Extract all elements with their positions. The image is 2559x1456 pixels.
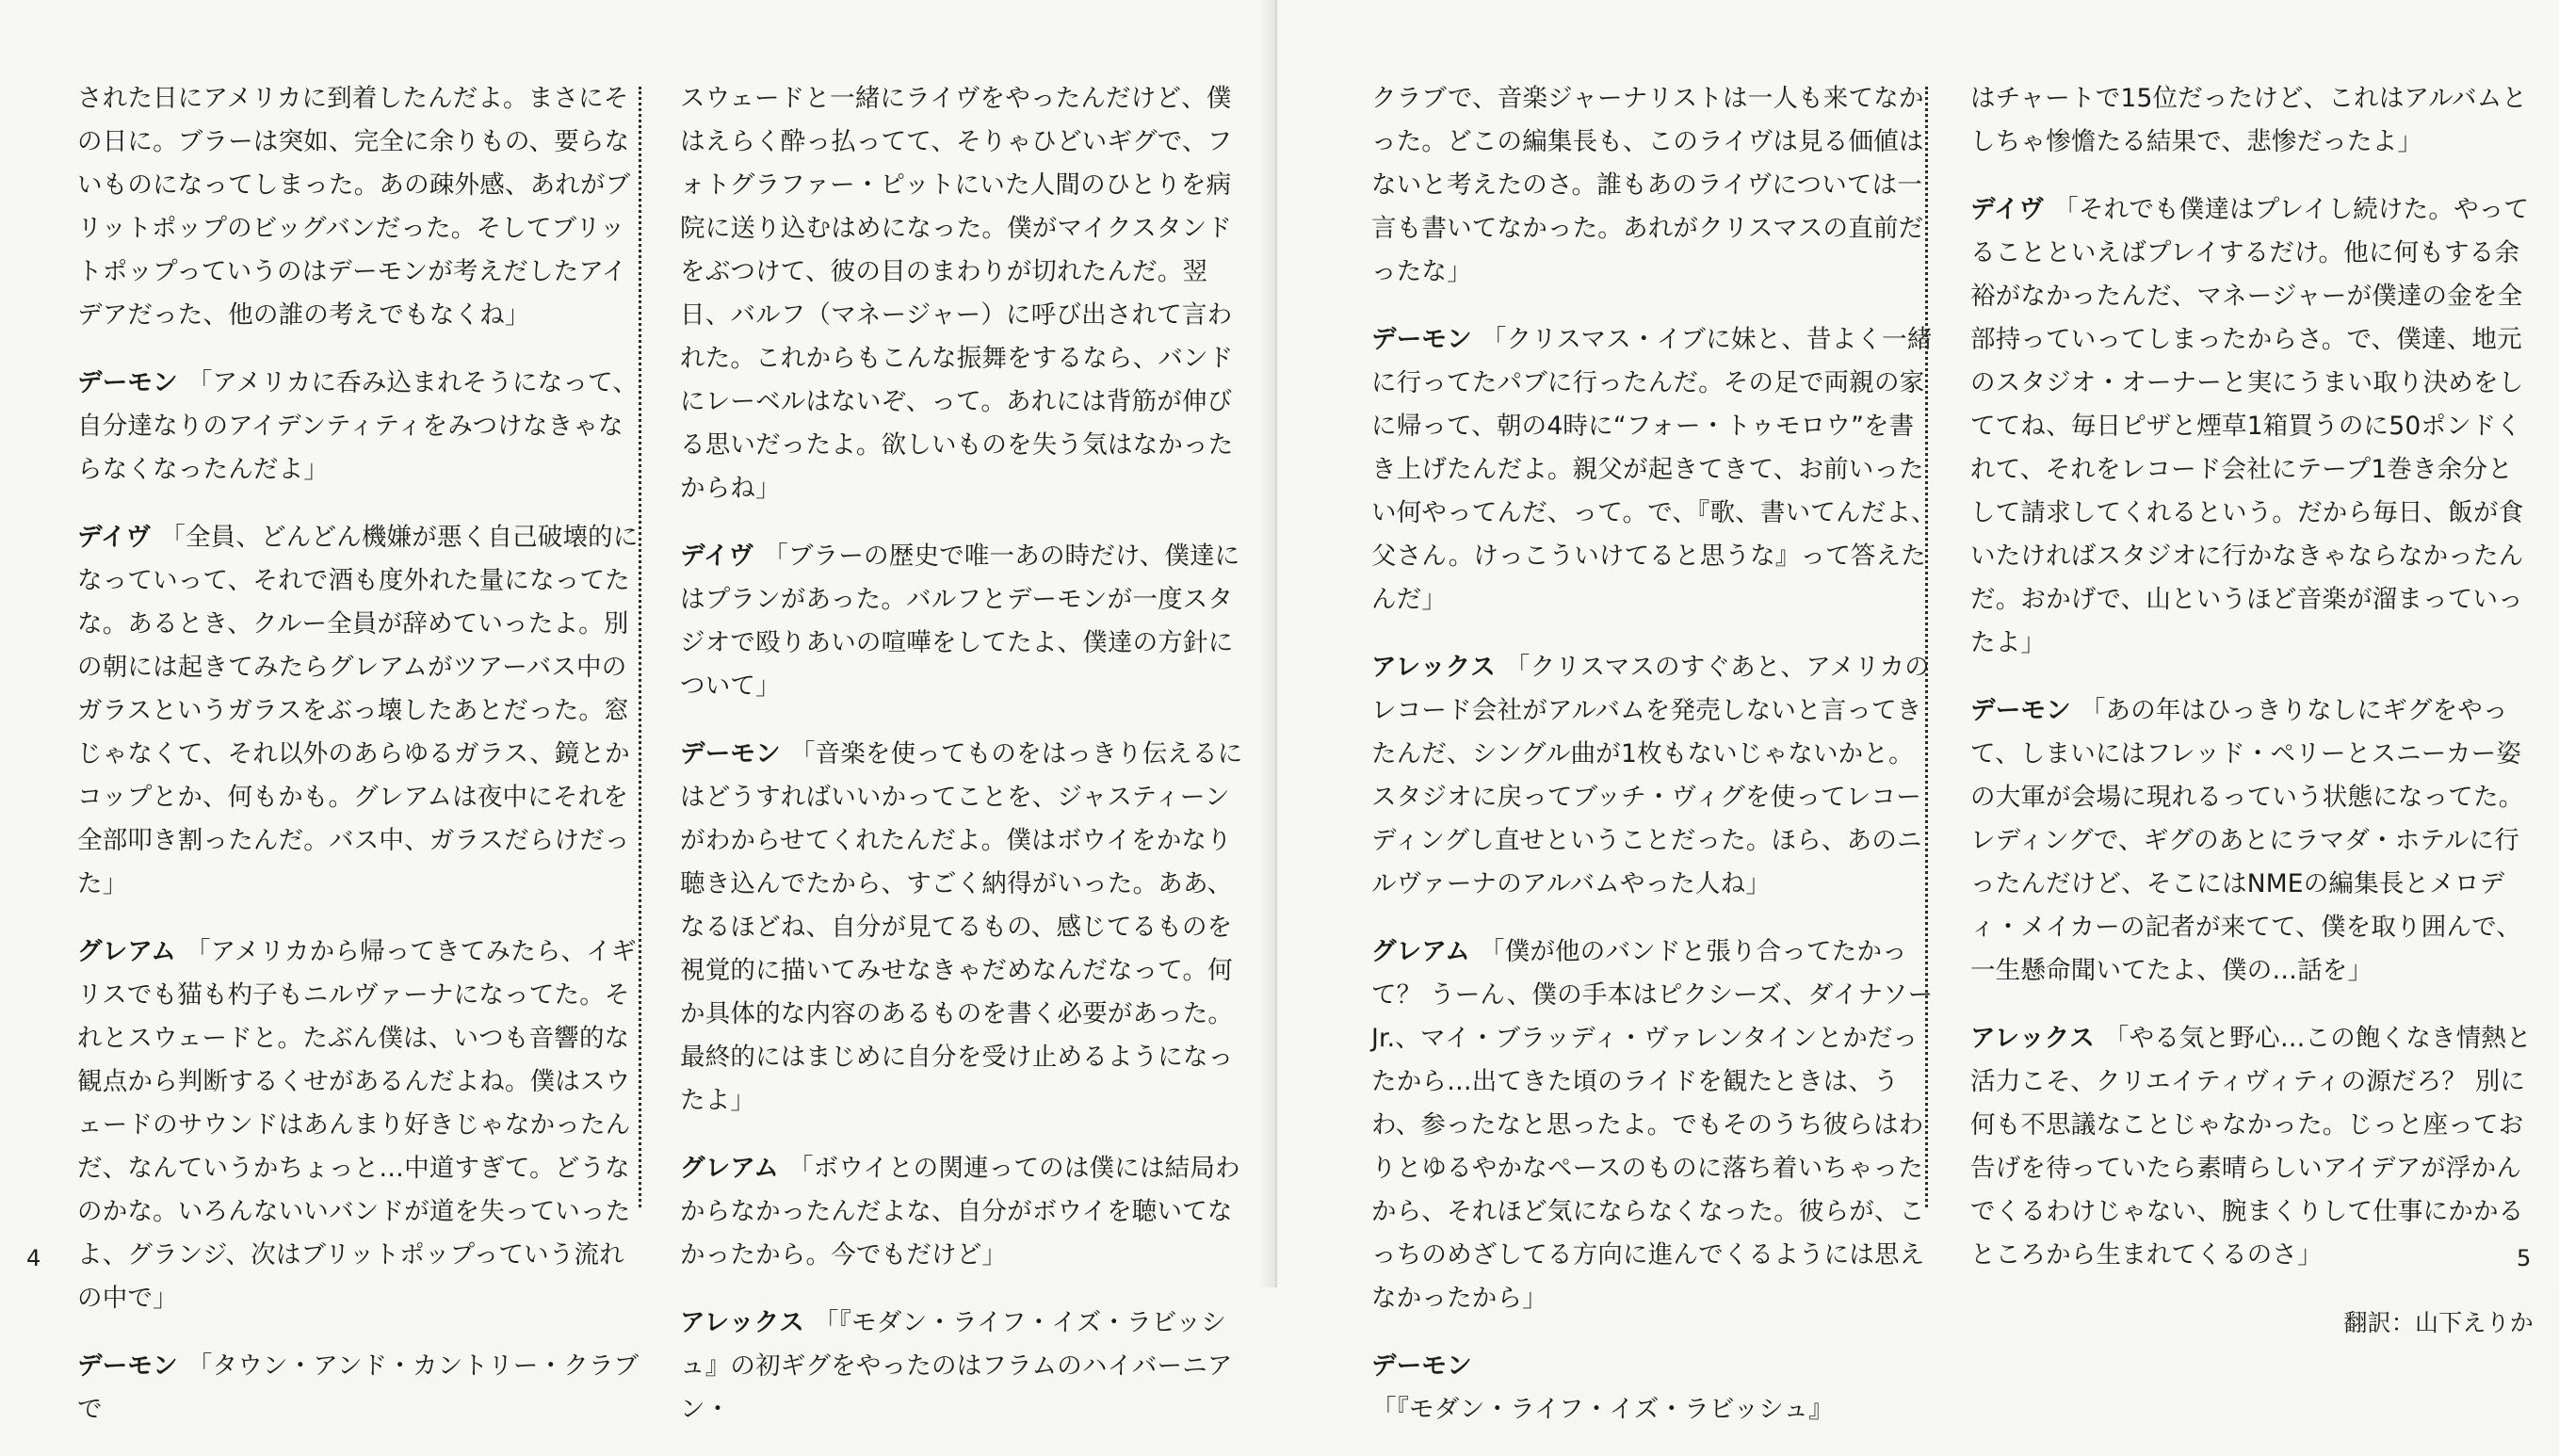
column-4: [1970, 77, 2535, 1369]
paragraph: デーモン「『モダン・ライフ・イズ・ラビッシュ』: [1371, 1351, 1834, 1424]
column-1: [77, 77, 642, 1456]
paragraph: アレックス 「『モダン・ライフ・イズ・ラビッシュ』の初ギグをやったのはフラムのハイバーニアン・: [680, 1308, 1233, 1424]
paragraph: アレックス 「やる気と野心…この飽くなき情熱と活力こそ、クリエイティヴィティの源だろ？ 別に何も不思議なことじゃなかった。じっと座ってお告げを待っていたら素晴らしいアイデアが浮かんでくるわけじゃない、腕まくりして仕事にかかるところから生まれてくるのさ」: [1970, 1024, 2532, 1270]
speaker-name: デーモン: [1371, 1351, 1472, 1381]
paragraph: デーモン 「アメリカに呑み込まれそうになって、自分達なりのアイデンティティをみつけなきゃならなくなったんだよ」: [77, 368, 639, 484]
paragraph: クラブで、音楽ジャーナリストは一人も来てなかった。どこの編集長も、このライヴは見る価値はないと考えたのさ。誰もあのライヴについては一言も書いてなかった。あれがクリスマスの直前だったな」: [1371, 84, 1924, 286]
paragraph: アレックス 「クリスマスのすぐあと、アメリカのレコード会社がアルバムを発売しないと言ってきたんだ、シングル曲が1枚もないじゃないかと。スタジオに戻ってブッチ・ヴィグを使ってレコーディングし直せということだった。ほら、あのニルヴァーナのアルバムやった人ね」: [1371, 653, 1930, 898]
translator-credit: 翻訳：山下えりか: [2343, 1309, 2534, 1336]
paragraph: デーモン 「クリスマス・イブに妹と、昔よく一緒に行ってたパブに行ったんだ。その足で両親の家に帰って、朝の4時に“フォー・トゥモロウ”を書き上げたんだよ。親父が起きてきて、お前いったい何やってんだ、って。で、『歌、書いてんだよ、父さん。けっこういけてると思うな』って答えたんだ」: [1371, 325, 1936, 614]
speaker-name: デーモン: [1371, 325, 1472, 354]
column-2: [680, 77, 1245, 1456]
speaker-name: グレアム: [680, 1154, 779, 1183]
paragraph: デーモン 「タウン・アンド・カントリー・クラブで: [77, 1351, 640, 1424]
page-number-right: 5: [2517, 1245, 2532, 1271]
column-3: [1371, 77, 1936, 1456]
paragraph: デイヴ 「それでも僕達はプレイし続けた。やってることといえばプレイするだけ。他に何もする余裕がなかったんだ、マネージャーが僕達の金を全部持っていってしまったからさ。で、僕達、地元のスタジオ・オーナーと実にうまい取り決めをしててね、毎日ピザと煙草1箱買うのに50ポンドくれて、それをレコード会社にテープ1巻き余分として請求してくれるという。だから毎日、飯が食いたければスタジオに行かなきゃならなかったんだ。おかげで、山というほど音楽が溜まっていったよ」: [1970, 195, 2530, 657]
column-divider: [639, 87, 641, 1207]
speaker-name: デイヴ: [1970, 195, 2045, 224]
paragraph: スウェードと一緒にライヴをやったんだけど、僕はえらく酔っ払ってて、そりゃひどいギグで、フォトグラファー・ピットにいた人間のひとりを病院に送り込むはめになった。僕がマイクスタンドをぶつけて、彼の目のまわりが切れたんだ。翌日、バルフ（マネージャー）に呼び出されて言われた。これからもこんな振舞をするなら、バンドにレーベルはないぞ、って。あれには背筋が伸びる思いだったよ。欲しいものを失う気はなかったからね」: [680, 84, 1234, 503]
speaker-name: デーモン: [77, 368, 178, 397]
left-page: [0, 0, 1277, 1424]
paragraph: グレアム 「ボウイとの関連ってのは僕には結局わからなかったんだよな、自分がボウイを聴いてなかったから。今でもだけど」: [680, 1154, 1240, 1270]
paragraph: デイヴ 「ブラーの歴史で唯一あの時だけ、僕達にはプランがあった。バルフとデーモンが一度スタジオで殴りあいの喧嘩をしてたよ、僕達の方針について」: [680, 542, 1240, 701]
speaker-name: デーモン: [1970, 696, 2071, 725]
page-number-left: 4: [26, 1245, 41, 1271]
speaker-name: グレアム: [1371, 937, 1470, 966]
paragraph: グレアム 「アメリカから帰ってきてみたら、イギリスでも猫も杓子もニルヴァーナになってた。それとスウェードと。たぶん僕は、いつも音響的な観点から判断するくせがあるんだよね。僕はスウェードのサウンドはあんまり好きじゃなかったんだ、なんていうかちょっと…中道すぎて。どうなのかな。いろんないいバンドが道を失っていったよ、グランジ、次はブリットポップっていう流れの中で」: [77, 937, 637, 1313]
speaker-name: グレアム: [77, 937, 176, 966]
paragraph: デーモン 「あの年はひっきりなしにギグをやって、しまいにはフレッド・ペリーとスニーカー姿の大軍が会場に現れるっていう状態になってた。レディングで、ギグのあとにラマダ・ホテルに行ったんだけど、そこにはNMEの編集長とメロディ・メイカーの記者が来てて、僕を取り囲んで、一生懸命聞いてたよ、僕の…話を」: [1970, 696, 2524, 985]
paragraph: デイヴ 「全員、どんどん機嫌が悪く自己破壊的になっていって、それで酒も度外れた量になってたな。あるとき、クルー全員が辞めていったよ。別の朝には起きてみたらグレアムがツアーバス中のガラスというガラスをぶっ壊したあとだった。窓じゃなくて、それ以外のあらゆるガラス、鏡とかコップとか、何もかも。グレアムは夜中にそれを全部叩き割ったんだ。バス中、ガラスだらけだった」: [77, 523, 639, 898]
speaker-name: アレックス: [680, 1308, 804, 1337]
paragraph: はチャートで15位だったけど、これはアルバムとしちゃ惨憺たる結果で、悲惨だったよ」: [1970, 84, 2528, 156]
speaker-name: アレックス: [1371, 653, 1496, 682]
speaker-name: アレックス: [1970, 1024, 2095, 1053]
paragraph: デーモン 「音楽を使ってものをはっきり伝えるにはどうすればいいかってことを、ジャスティーンがわからせてくれたんだよ。僕はボウイをかなり聴き込んでたから、すごく納得がいった。ああ、なるほどね、自分が見てるもの、感じてるものを視覚的に描いてみせなきゃだめなんだなって。何か具体的な内容のあるものを書く必要があった。最終的にはまじめに自分を受け止めるようになったよ」: [680, 739, 1243, 1115]
speaker-name: デイヴ: [680, 542, 754, 571]
speaker-name: デイヴ: [77, 523, 152, 552]
speaker-name: デーモン: [680, 739, 781, 768]
column-divider: [1925, 87, 1928, 1207]
paragraph: された日にアメリカに到着したんだよ。まさにその日に。ブラーは突如、完全に余りもの、要らないものになってしまった。あの疎外感、あれがブリットポップのビッグバンだった。そしてブリットポップっていうのはデーモンが考えだしたアイデアだった、他の誰の考えでもなくね」: [77, 84, 631, 330]
paragraph: グレアム 「僕が他のバンドと張り合ってたかって？ うーん、僕の手本はピクシーズ、ダイナソーJr.、マイ・ブラッディ・ヴァレンタインとかだったから…出てきた頃のライドを観たときは、うわ、参ったなと思ったよ。でもそのうち彼らはわりとゆるやかなペースのものに落ち着いちゃったから、それほど気にならなくなった。彼らが、こっちのめざしてる方向に進んでくるようには思えなかったから」: [1371, 937, 1934, 1313]
right-page: [1277, 0, 2559, 1424]
speaker-name: デーモン: [77, 1351, 178, 1381]
